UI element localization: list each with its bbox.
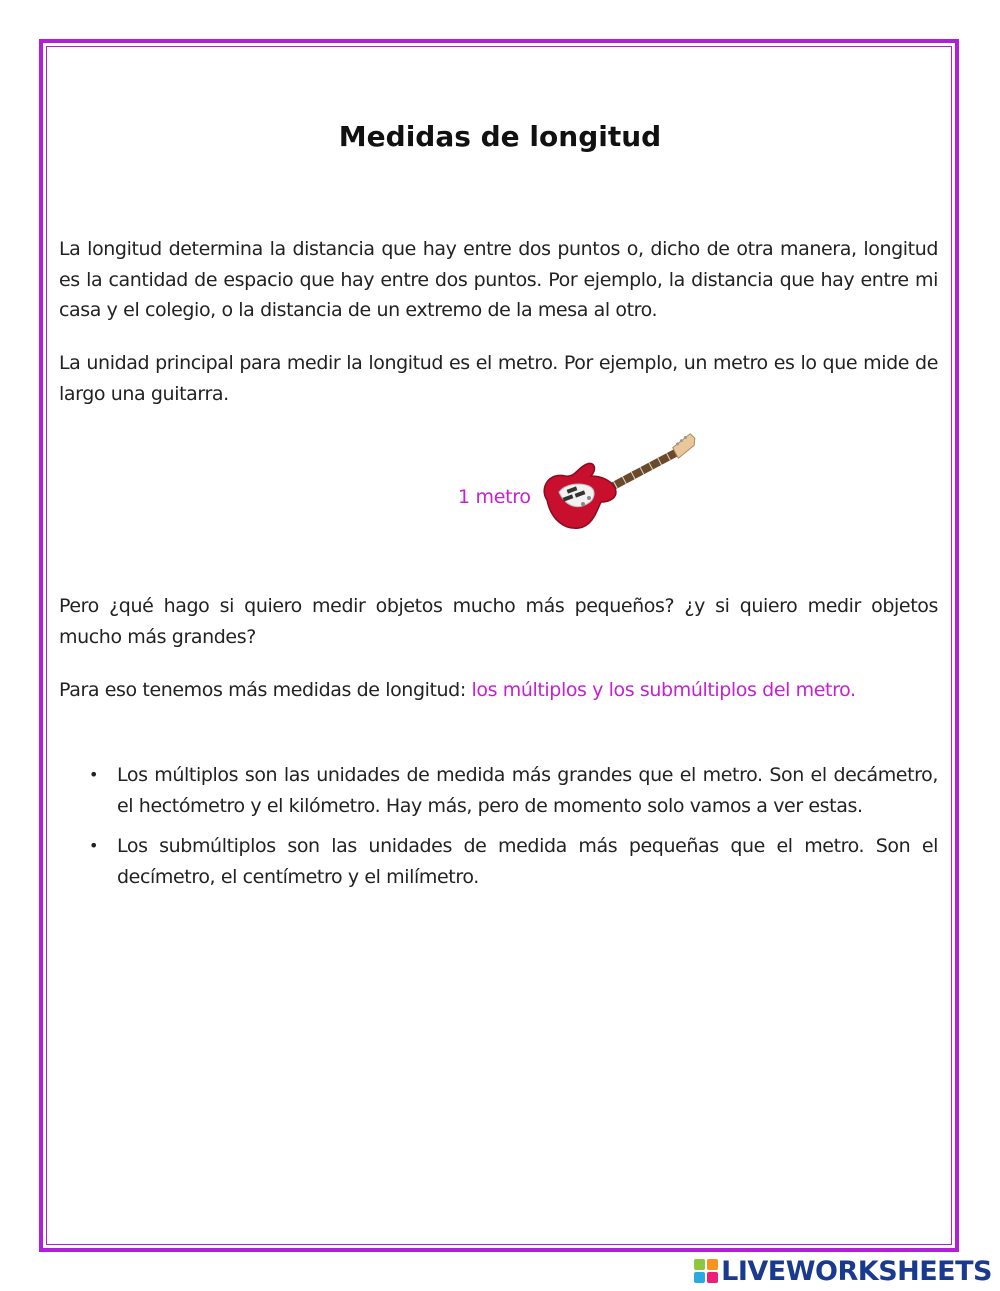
bullet-icon: • bbox=[89, 765, 99, 784]
logo-blocks-icon bbox=[694, 1259, 718, 1283]
list-item bbox=[59, 831, 938, 892]
guitar-icon bbox=[535, 430, 710, 535]
paragraph-main-unit: La unidad principal para medir la longitud es el metro. Por ejemplo, un metro es lo que mide de largo una guitarra. bbox=[59, 352, 938, 405]
bullet-icon: • bbox=[89, 836, 99, 855]
logo-block bbox=[707, 1272, 718, 1283]
paragraph-multiples-intro bbox=[59, 675, 938, 706]
intro-text: Para eso tenemos más medidas de longitud: bbox=[59, 679, 472, 701]
list-item-text: Los múltiplos son las unidades de medida más grandes que el metro. Son el decámetro, el hectómetro y el kilómetro. Hay más, pero de momento solo vamos a ver estas. bbox=[117, 764, 938, 817]
logo-block bbox=[694, 1259, 705, 1270]
liveworksheets-logo[interactable] bbox=[694, 1255, 992, 1287]
multiples-highlight: los múltiplos y los submúltiplos del metro. bbox=[471, 679, 856, 701]
paragraph-definition: La longitud determina la distancia que hay entre dos puntos o, dicho de otra manera, longitud es la cantidad de espacio que hay entre dos puntos. Por ejemplo, la distancia que hay entre mi casa y el colegio, o la distancia de un extremo de la mesa al otro. bbox=[59, 238, 938, 321]
logo-block bbox=[694, 1272, 705, 1283]
bullet-list bbox=[59, 760, 938, 902]
list-item bbox=[59, 760, 938, 821]
list-item-text: Los submúltiplos son las unidades de medida más pequeñas que el metro. Son el decímetro, el centímetro y el milímetro. bbox=[117, 835, 938, 888]
page-title: Medidas de longitud bbox=[338, 120, 662, 153]
paragraph-question: Pero ¿qué hago si quiero medir objetos mucho más pequeños? ¿y si quiero medir objetos mucho más grandes? bbox=[59, 595, 938, 648]
logo-text: LIVEWORKSHEETS bbox=[721, 1255, 992, 1287]
guitar-label: 1 metro bbox=[458, 486, 531, 508]
guitar-neck bbox=[605, 449, 678, 493]
logo-block bbox=[707, 1259, 718, 1270]
